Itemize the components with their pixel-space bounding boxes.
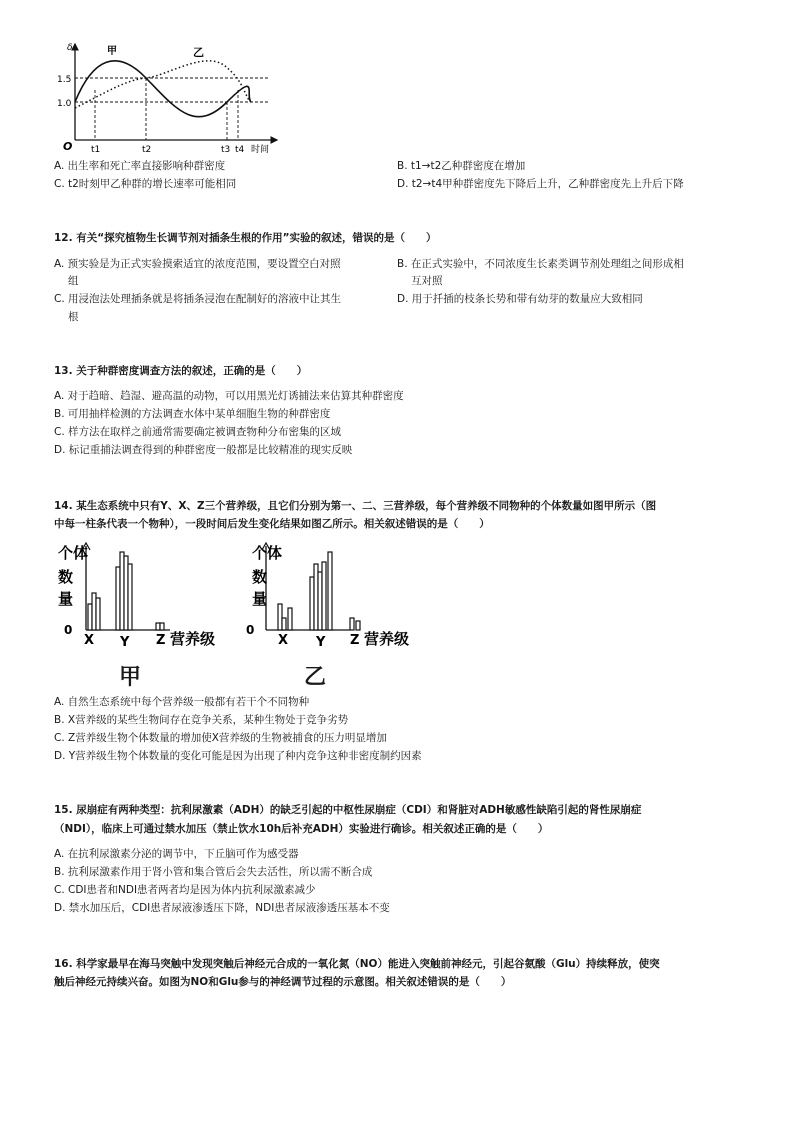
origin-label: O: [63, 140, 73, 153]
y-tick-1-5: 1.5: [57, 75, 72, 85]
y-label-char-4: 量: [58, 590, 74, 608]
bar-x-3: [288, 608, 292, 630]
q14-stem-line2: 中每一柱条代表一个物种），一段时间后发生变化结果如图乙所示。相关叙述错误的是（ ）: [54, 518, 490, 530]
q14-option-d: D. Y营养级生物个体数量的变化可能是因为出现了种内竞争这种非密度制约因素: [54, 750, 422, 762]
q12-option-c-line2: 根: [68, 311, 79, 323]
curve-label-yi: 乙: [193, 46, 204, 59]
q11-option-a: A. 出生率和死亡率直接影响种群密度: [54, 160, 226, 172]
q12-stem: 12. 有关“探究植物生长调节剂对插条生根的作用”实验的叙述，错误的是（ ）: [54, 232, 437, 244]
q12-option-b-line2: 互对照: [411, 275, 443, 287]
q13-option-c: C. 样方法在取样之前通常需要确定被调查物种分布密集的区域: [54, 426, 342, 438]
y-label-char-1: 个: [58, 544, 74, 562]
q14-option-b: B. X营养级的某些生物间存在竞争关系，某种生物处于竞争劣势: [54, 714, 349, 726]
q11-population-graph: [55, 38, 285, 160]
q12-option-d: D. 用于扦插的枝条长势和带有幼芽的数量应大致相同: [397, 293, 643, 305]
bar-x-1: [278, 604, 282, 630]
bar-y-1: [310, 577, 314, 630]
q12-option-c-line1: C. 用浸泡法处理插条就是将插条浸泡在配制好的溶液中让其生: [54, 293, 342, 305]
q15-option-c: C. CDI患者和NDI患者两者均是因为体内抗利尿激素减少: [54, 884, 316, 896]
x-group-y: Y: [120, 635, 130, 650]
q14-chart-jia: [58, 542, 228, 654]
q11-option-d: D. t2→t4甲种群密度先下降后上升，乙种群密度先上升后下降: [397, 178, 684, 190]
origin-label: 0: [64, 623, 73, 637]
bar-x-3: [96, 598, 100, 630]
bar-y-2: [314, 564, 318, 630]
q12-option-a-line1: A. 预实验是为正式实验摸索适宜的浓度范围，要设置空白对照: [54, 258, 341, 270]
x-tick-t1: t1: [91, 145, 101, 155]
bar-y-5: [328, 552, 332, 630]
q15-stem-line1: 15. 尿崩症有两种类型：抗利尿激素（ADH）的缺乏引起的中枢性尿崩症（CDI）和肾脏对ADH敏感性缺陷引起的肾性尿崩症: [54, 804, 642, 816]
q14-option-a: A. 自然生态系统中每个营养级一般都有若干个不同物种: [54, 696, 310, 708]
x-group-z: Z: [350, 633, 360, 648]
bar-z-1: [350, 618, 354, 630]
q13-option-a: A. 对于趋暗、趋湿、避高温的动物，可以用黑光灯诱捕法来估算其种群密度: [54, 390, 404, 402]
y-label-char-4: 量: [252, 590, 268, 608]
x-group-y: Y: [316, 635, 326, 650]
x-axis-label: 时间: [251, 145, 270, 155]
q15-option-d: D. 禁水加压后，CDI患者尿液渗透压下降，NDI患者尿液渗透压基本不变: [54, 902, 390, 914]
q14-stem-line1: 14. 某生态系统中只有Y、X、Z三个营养级，且它们分别为第一、二、三营养级，每个营养级不同物种的个体数量如图甲所示（图: [54, 500, 657, 512]
q11-option-c: C. t2时刻甲乙种群的增长速率可能相同: [54, 178, 237, 190]
bar-z-2: [160, 623, 164, 630]
curve-yi: [75, 61, 251, 108]
bar-z-1: [156, 623, 160, 630]
bar-y-4: [128, 564, 132, 630]
x-tick-t4: t4: [235, 145, 245, 155]
x-tick-t3: t3: [221, 145, 231, 155]
q13-option-d: D. 标记重捕法调查得到的种群密度一般都是比较精准的现实反映: [54, 444, 353, 456]
q15-option-a: A. 在抗利尿激素分泌的调节中，下丘脑可作为感受器: [54, 848, 299, 860]
y-label-char-3: 数: [252, 568, 268, 586]
q11-option-b: B. t1→t2乙种群密度在增加: [397, 160, 526, 172]
q16-stem-line2: 触后神经元持续兴奋。如图为NO和Glu参与的神经调节过程的示意图。相关叙述错误的是（ ）: [54, 976, 512, 988]
x-group-x: X: [84, 633, 95, 648]
q14-option-c: C. Z营养级生物个体数量的增加使X营养级的生物被捕食的压力明显增加: [54, 732, 387, 744]
y-label-char-1: 个: [252, 544, 268, 562]
q12-option-b-line1: B. 在正式实验中，不同浓度生长素类调节剂处理组之间形成相: [397, 258, 684, 270]
x-axis-label: 营养级: [170, 630, 216, 648]
q13-stem: 13. 关于种群密度调查方法的叙述，正确的是（ ）: [54, 365, 308, 377]
y-axis-symbol: δ: [67, 43, 73, 53]
bar-y-4: [322, 562, 326, 630]
q14-chart-jia-caption: 甲: [119, 665, 142, 690]
q12-option-a-line2: 组: [68, 275, 79, 287]
q15-stem-line2: （NDI），临床上可通过禁水加压（禁止饮水10h后补充ADH）实验进行确诊。相关叙述正确的是（ ）: [54, 823, 549, 835]
bar-y-3: [318, 572, 322, 630]
q14-chart-yi: [246, 542, 422, 654]
q13-option-b: B. 可用抽样检测的方法调查水体中某单细胞生物的种群密度: [54, 408, 331, 420]
x-axis-label: 营养级: [364, 630, 410, 648]
curve-jia: [75, 61, 251, 117]
q14-chart-yi-caption: 乙: [304, 665, 327, 690]
x-group-x: X: [278, 633, 289, 648]
bar-z-2: [356, 621, 360, 630]
q16-stem-line1: 16. 科学家最早在海马突触中发现突触后神经元合成的一氧化氮（NO）能进入突触前神经元，引起谷氨酸（Glu）持续释放，使突: [54, 958, 660, 970]
q15-option-b: B. 抗利尿激素作用于肾小管和集合管后会失去活性，所以需不断合成: [54, 866, 373, 878]
x-tick-t2: t2: [142, 145, 152, 155]
bar-x-2: [282, 618, 286, 630]
x-group-z: Z: [156, 633, 166, 648]
origin-label: 0: [246, 623, 255, 637]
y-tick-1-0: 1.0: [57, 99, 72, 109]
y-label-char-2b: 体: [267, 544, 283, 562]
y-label-char-2: 体: [73, 544, 89, 562]
y-label-char-3: 数: [58, 568, 74, 586]
curve-label-jia: 甲: [107, 46, 117, 57]
